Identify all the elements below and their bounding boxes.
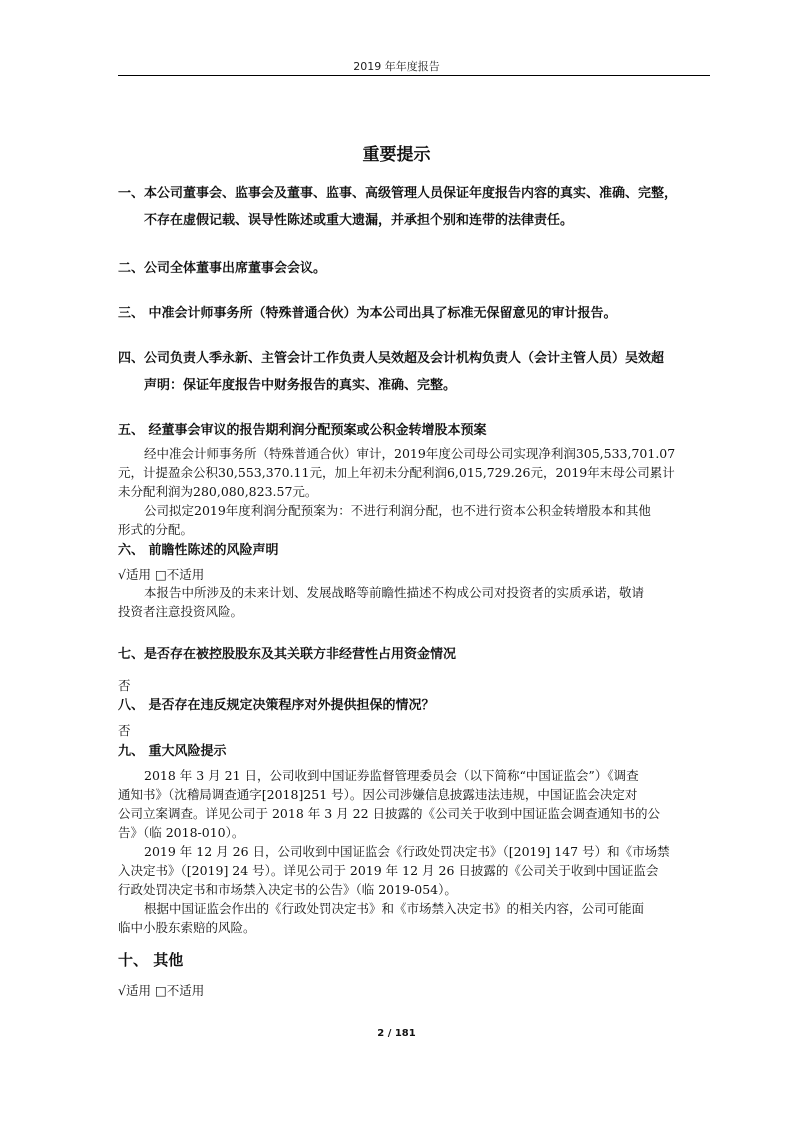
section-5-heading: 五、 经董事会审议的报告期利润分配预案或公积金转增股本预案 bbox=[118, 423, 487, 438]
section-2: 二、公司全体董事出席董事会会议。 bbox=[118, 261, 327, 276]
section-9-para-line: 行政处罚决定书和市场禁入决定书的公告》（临 2019-054）。 bbox=[118, 882, 457, 897]
header-rule bbox=[118, 75, 710, 76]
section-9-para-line: 公司立案调查。详见公司于 2018 年 3 月 22 日披露的《公司关于收到中国证监会调查通知书的公 bbox=[118, 806, 661, 821]
section-9-para-line: 临中小股东索赔的风险。 bbox=[118, 920, 256, 935]
section-10-heading: 十、 其他 bbox=[118, 951, 184, 969]
section-6-heading: 六、 前瞻性陈述的风险声明 bbox=[118, 543, 279, 558]
section-7-answer: 否 bbox=[118, 678, 131, 693]
section-4-line-1: 四、公司负责人季永新、主管会计工作负责人吴效超及会计机构负责人（会计主管人员）吴效超 bbox=[118, 351, 665, 366]
section-5-para-line: 经中准会计师事务所（特殊普通合伙）审计，2019年度公司母公司实现净利润305,533,701.07 bbox=[144, 446, 676, 461]
page-title: 重要提示 bbox=[362, 145, 431, 165]
section-1-line-2: 不存在虚假记载、误导性陈述或重大遗漏，并承担个别和连带的法律责任。 bbox=[144, 213, 574, 228]
section-5-para-line: 形式的分配。 bbox=[118, 522, 194, 537]
section-9-heading: 九、 重大风险提示 bbox=[118, 744, 227, 759]
section-4-line-2: 声明：保证年度报告中财务报告的真实、准确、完整。 bbox=[144, 378, 457, 393]
section-3: 三、 中准会计师事务所（特殊普通合伙）为本公司出具了标准无保留意见的审计报告。 bbox=[118, 306, 617, 321]
section-9-para-line: 2019 年 12 月 26 日，公司收到中国证监会《行政处罚决定书》（[2019] 147 号）和《市场禁 bbox=[144, 844, 670, 859]
section-9-para-line: 通知书》（沈稽局调查通字[2018]251 号）。因公司涉嫌信息披露违法违规，中国证监会决定对 bbox=[118, 787, 638, 802]
section-9-para-line: 2018 年 3 月 21 日，公司收到中国证券监督管理委员会（以下简称“中国证监会”）《调查 bbox=[144, 768, 639, 783]
section-5-para-line: 未分配利润为280,080,823.57元。 bbox=[118, 484, 318, 499]
running-header: 2019 年年度报告 bbox=[353, 60, 440, 73]
page-number: 2 / 181 bbox=[377, 1028, 416, 1039]
section-8-answer: 否 bbox=[118, 723, 131, 738]
section-6-para-line: 本报告中所涉及的未来计划、发展战略等前瞻性描述不构成公司对投资者的实质承诺，敬请 bbox=[144, 585, 645, 600]
section-9-para-line: 根据中国证监会作出的《行政处罚决定书》和《市场禁入决定书》的相关内容，公司可能面 bbox=[144, 901, 645, 916]
section-5-para-line: 公司拟定2019年度利润分配预案为：不进行利润分配，也不进行资本公积金转增股本和其他 bbox=[144, 503, 651, 518]
section-6-para-line: 投资者注意投资风险。 bbox=[118, 604, 244, 619]
section-8-heading: 八、 是否存在违反规定决策程序对外提供担保的情况？ bbox=[118, 698, 435, 713]
section-6-options: √适用 □不适用 bbox=[118, 567, 205, 582]
section-10-options: √适用 □不适用 bbox=[118, 983, 205, 998]
section-5-para-line: 元，计提盈余公积30,553,370.11元，加上年初未分配利润6,015,729.26元，2019年末母公司累计 bbox=[118, 465, 675, 480]
section-1-line-1: 一、本公司董事会、监事会及董事、监事、高级管理人员保证年度报告内容的真实、准确、完整， bbox=[118, 186, 678, 201]
section-7-heading: 七、是否存在被控股股东及其关联方非经营性占用资金情况 bbox=[118, 647, 457, 662]
section-9-para-line: 告》（临 2018-010）。 bbox=[118, 825, 245, 840]
section-9-para-line: 入决定书》（[2019] 24 号）。详见公司于 2019 年 12 月 26 日披露的《公司关于收到中国证监会 bbox=[118, 863, 659, 878]
